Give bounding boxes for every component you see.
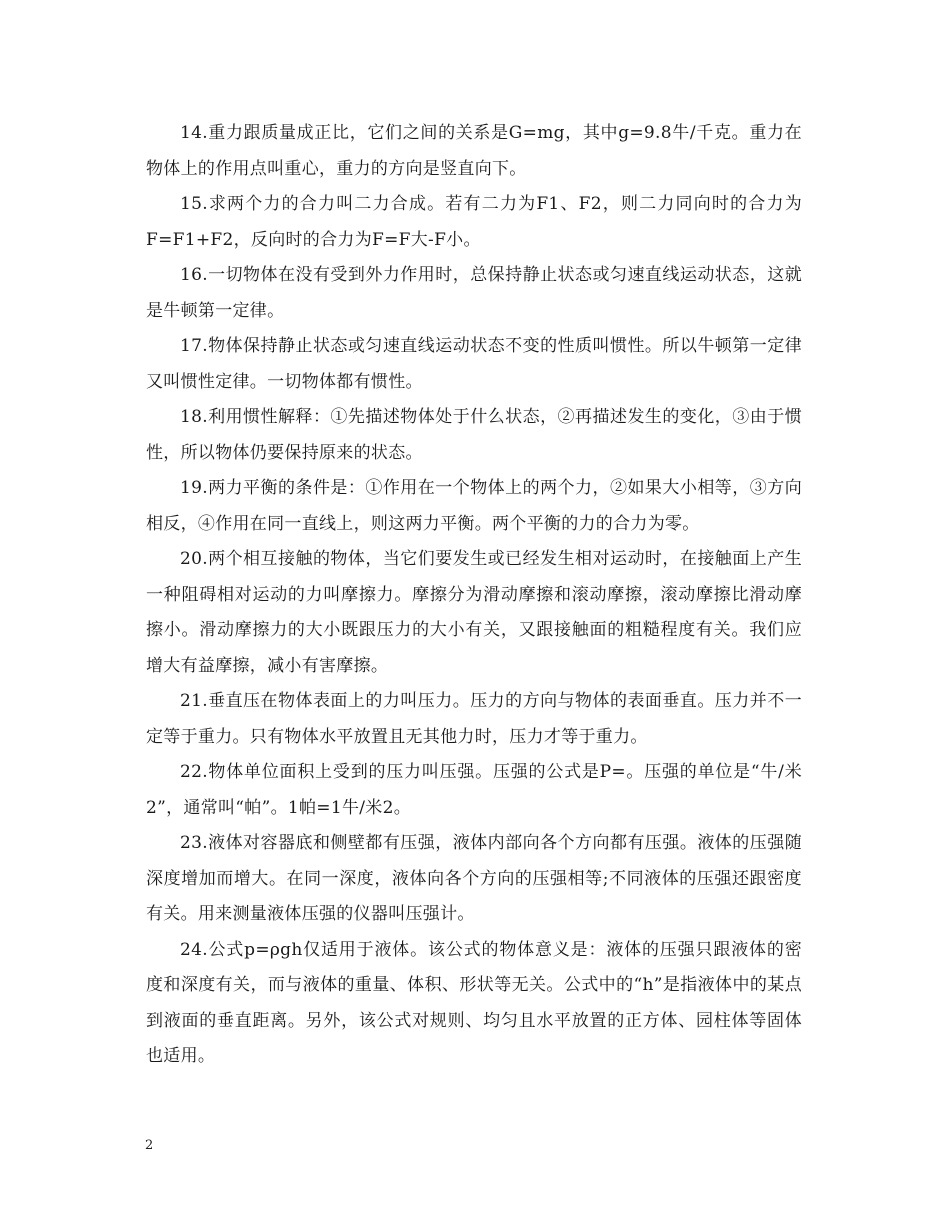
paragraph-21: 21.垂直压在物体表面上的力叫压力。压力的方向与物体的表面垂直。压力并不一定等于重力。只有物体水平放置且无其他力时，压力才等于重力。 bbox=[146, 691, 802, 747]
paragraph-19: 19.两力平衡的条件是：①作用在一个物体上的两个力，②如果大小相等，③方向相反，④作用在同一直线上，则这两力平衡。两个平衡的力的合力为零。 bbox=[146, 478, 802, 534]
page-body bbox=[146, 116, 802, 1075]
paragraph-14: 14.重力跟质量成正比，它们之间的关系是G=mg，其中g=9.8牛/千克。重力在物体上的作用点叫重心，重力的方向是竖直向下。 bbox=[146, 123, 802, 179]
paragraph-22: 22.物体单位面积上受到的压力叫压强。压强的公式是P=。压强的单位是“牛/米2”，通常叫“帕”。1帕=1牛/米2。 bbox=[146, 762, 802, 818]
paragraph-23: 23.液体对容器底和侧壁都有压强，液体内部向各个方向都有压强。液体的压强随深度增加而增大。在同一深度，液体向各个方向的压强相等;不同液体的压强还跟密度有关。用来测量液体压强的仪器叫压强计。 bbox=[146, 833, 802, 924]
paragraph-17: 17.物体保持静止状态或匀速直线运动状态不变的性质叫惯性。所以牛顿第一定律又叫惯性定律。一切物体都有惯性。 bbox=[146, 336, 802, 392]
paragraph-20: 20.两个相互接触的物体，当它们要发生或已经发生相对运动时，在接触面上产生一种阻碍相对运动的力叫摩擦力。摩擦分为滑动摩擦和滚动摩擦，滚动摩擦比滑动摩擦小。滑动摩擦力的大小既跟压力的大小有关，又跟接触面的粗糙程度有关。我们应增大有益摩擦，减小有害摩擦。 bbox=[146, 549, 802, 676]
paragraph-15: 15.求两个力的合力叫二力合成。若有二力为F1、F2，则二力同向时的合力为F=F1+F2，反向时的合力为F=F大-F小。 bbox=[146, 194, 802, 250]
paragraph-24: 24.公式p=ρgh仅适用于液体。该公式的物体意义是：液体的压强只跟液体的密度和深度有关，而与液体的重量、体积、形状等无关。公式中的“h”是指液体中的某点到液面的垂直距离。另外，该公式对规则、均匀且水平放置的正方体、园柱体等固体也适用。 bbox=[146, 939, 802, 1066]
paragraph-18: 18.利用惯性解释：①先描述物体处于什么状态，②再描述发生的变化，③由于惯性，所以物体仍要保持原来的状态。 bbox=[146, 407, 802, 463]
paragraph-16: 16.一切物体在没有受到外力作用时，总保持静止状态或匀速直线运动状态，这就是牛顿第一定律。 bbox=[146, 265, 802, 321]
page-number: 2 bbox=[145, 1138, 154, 1153]
